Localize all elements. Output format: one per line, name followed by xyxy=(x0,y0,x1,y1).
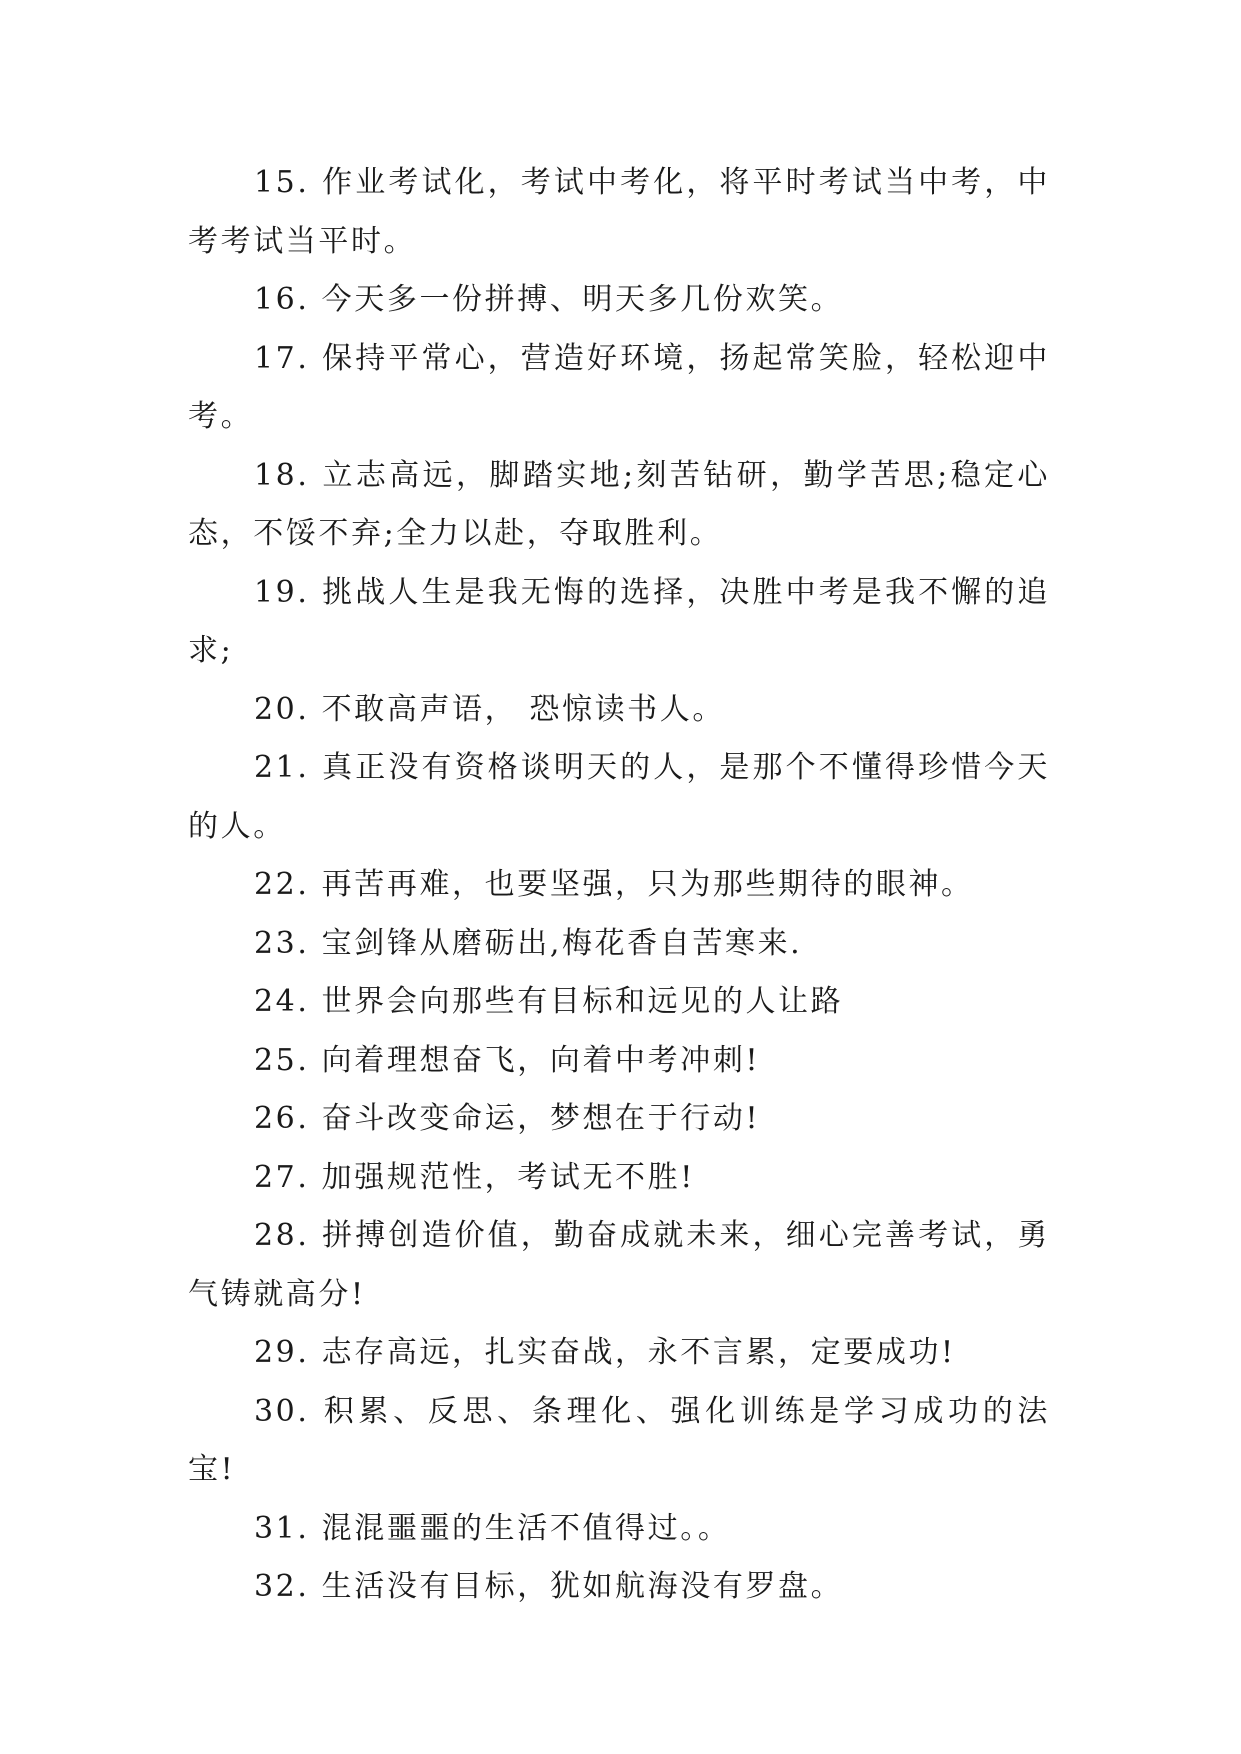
quote-paragraph-23: 23. 宝剑锋从磨砺出,梅花香自苦寒来. xyxy=(254,925,803,961)
quote-paragraph-31: 31. 混混噩噩的生活不值得过。。 xyxy=(254,1510,731,1546)
quote-paragraph-26: 26. 奋斗改变命运，梦想在于行动! xyxy=(254,1101,761,1136)
quote-paragraph-28: 28. 拼搏创造价值，勤奋成就未来，细心完善考试，勇气铸就高分! xyxy=(188,1218,1050,1312)
quote-paragraph-30: 30. 积累、反思、条理化、强化训练是学习成功的法宝! xyxy=(188,1393,1050,1487)
quote-paragraph-22: 22. 再苦再难，也要坚强，只为那些期待的眼神。 xyxy=(254,867,974,902)
quote-paragraph-20: 20. 不敢高声语， 恐惊读书人。 xyxy=(254,691,725,727)
quote-paragraph-21: 21. 真正没有资格谈明天的人，是那个不懂得珍惜今天的人。 xyxy=(188,750,1050,844)
quote-paragraph-25: 25. 向着理想奋飞，向着中考冲刺! xyxy=(254,1042,761,1078)
quote-paragraph-15: 15. 作业考试化，考试中考化，将平时考试当中考，中考考试当平时。 xyxy=(188,165,1050,259)
quote-paragraph-16: 16. 今天多一份拼搏、明天多几份欢笑。 xyxy=(254,282,844,317)
document-body xyxy=(188,154,1050,1617)
quote-paragraph-18: 18. 立志高远，脚踏实地;刻苦钻研，勤学苦思;稳定心态，不馁不弃;全力以赴，夺取胜利。 xyxy=(188,457,1050,551)
quote-paragraph-19: 19. 挑战人生是我无悔的选择，决胜中考是我不懈的追求; xyxy=(188,574,1050,668)
quote-paragraph-27: 27. 加强规范性，考试无不胜! xyxy=(254,1159,695,1195)
quote-paragraph-32: 32. 生活没有目标，犹如航海没有罗盘。 xyxy=(254,1569,844,1604)
quote-paragraph-29: 29. 志存高远，扎实奋战，永不言累，定要成功! xyxy=(254,1335,956,1370)
quote-paragraph-17: 17. 保持平常心，营造好环境，扬起常笑脸，轻松迎中考。 xyxy=(188,340,1050,434)
quote-paragraph-24: 24. 世界会向那些有目标和远见的人让路 xyxy=(254,984,844,1019)
